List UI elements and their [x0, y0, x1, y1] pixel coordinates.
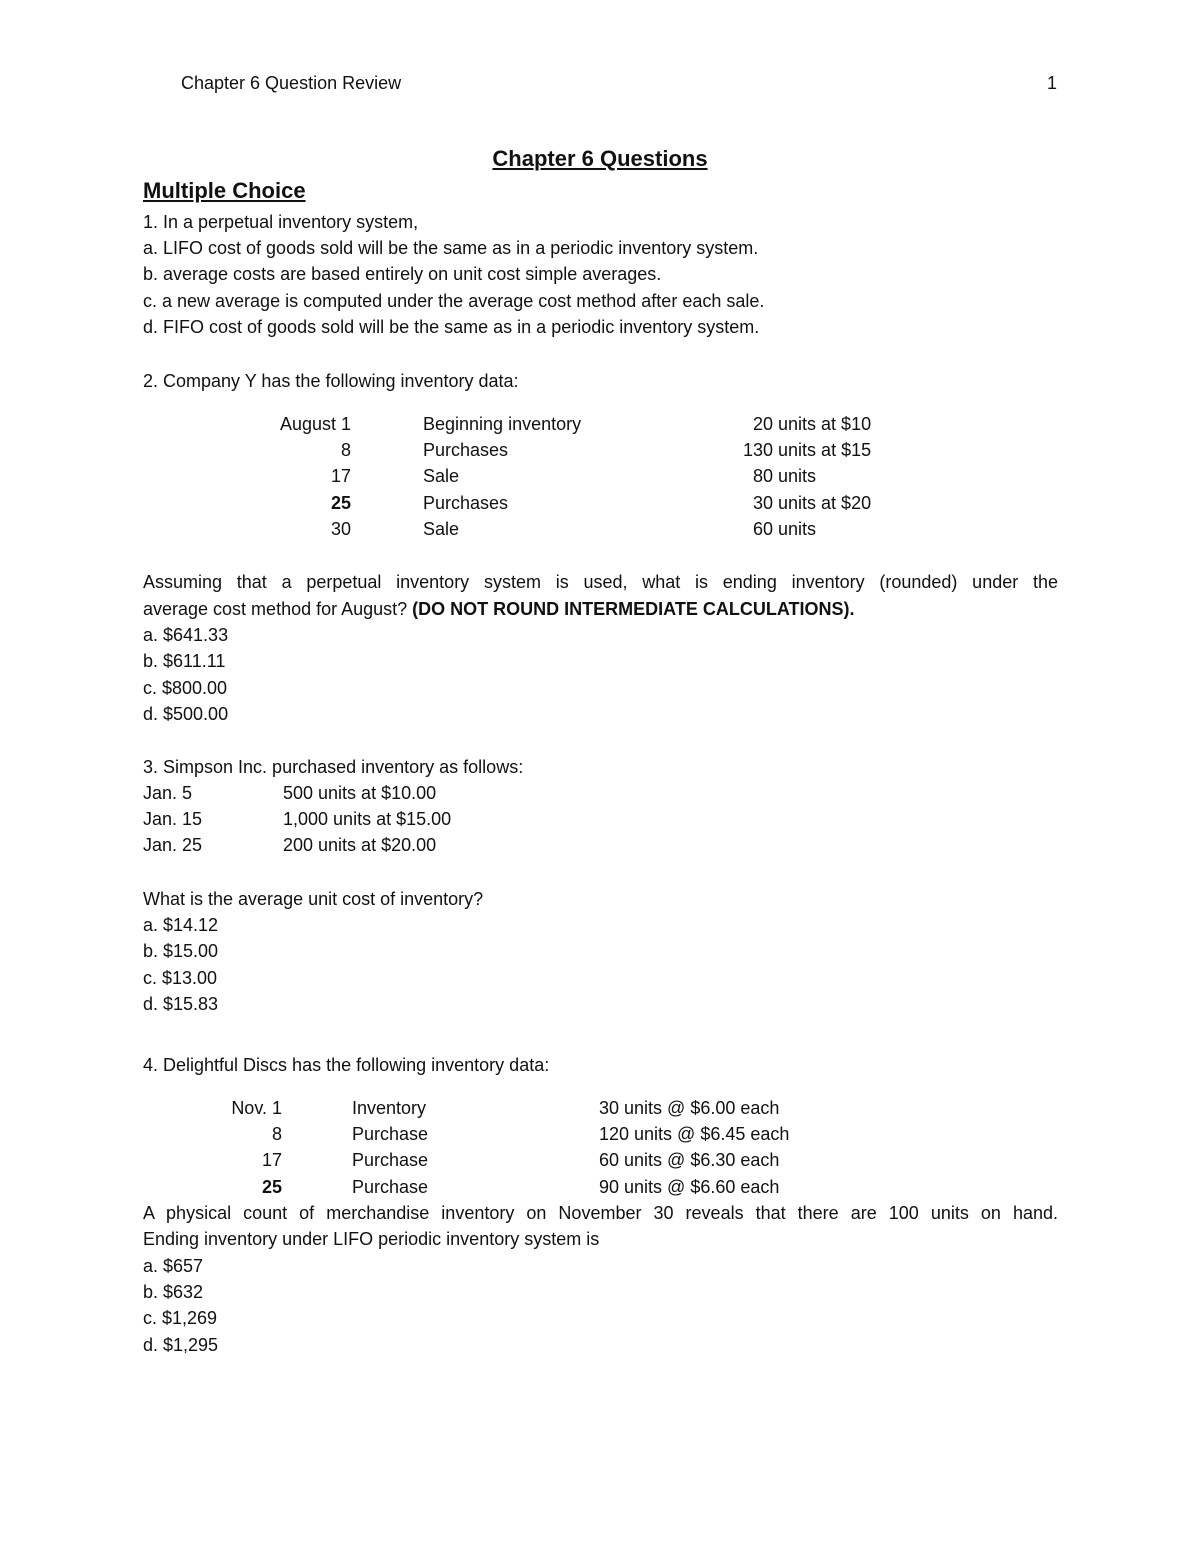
q3-option-c: c. $13.00	[143, 968, 218, 988]
q2-row-qty: 130 units at $15	[743, 440, 872, 460]
q4-row-qty: 60 units @ $6.30 each	[599, 1150, 780, 1170]
q4-option-d: d. $1,295	[143, 1335, 219, 1355]
q4-option-a: a. $657	[143, 1256, 204, 1276]
q4-row-desc: Purchase	[352, 1124, 429, 1144]
q2-question-instruction: (DO NOT ROUND INTERMEDIATE CALCULATIONS).	[412, 599, 855, 619]
q3-row-qty: 1,000 units at $15.00	[283, 809, 452, 829]
q4-row-date: 25	[261, 1177, 282, 1197]
q1-option-a: a. LIFO cost of goods sold will be the same as in a periodic inventory system.	[143, 238, 759, 258]
q3-row-date: Jan. 5	[143, 783, 193, 803]
running-header-title: Chapter 6 Question Review	[181, 73, 402, 93]
q3-question: What is the average unit cost of inventory?	[143, 889, 484, 909]
q1-option-b: b. average costs are based entirely on unit cost simple averages.	[143, 264, 662, 284]
q3-option-b: b. $15.00	[143, 941, 219, 961]
page-number: 1	[1047, 73, 1058, 93]
q2-row-qty: 80 units	[753, 466, 817, 486]
q2-row-qty: 20 units at $10	[753, 414, 872, 434]
q3-row-date: Jan. 15	[143, 809, 203, 829]
q2-option-d: d. $500.00	[143, 704, 229, 724]
q2-question-line-1: Assuming that a perpetual inventory system is used, what is ending inventory (rounded) under the	[143, 572, 1058, 592]
q3-option-a: a. $14.12	[143, 915, 219, 935]
q4-row-desc: Purchase	[352, 1150, 429, 1170]
q2-option-a: a. $641.33	[143, 625, 229, 645]
q3-row-date: Jan. 25	[143, 835, 203, 855]
q2-option-b: b. $611.11	[143, 651, 226, 671]
q4-option-b: b. $632	[143, 1282, 204, 1302]
q2-question-line-2	[143, 596, 854, 622]
q2-option-c: c. $800.00	[143, 678, 228, 698]
q2-stem: 2. Company Y has the following inventory data:	[143, 371, 519, 391]
q2-row-qty: 60 units	[753, 519, 817, 539]
q4-row-qty: 90 units @ $6.60 each	[599, 1177, 780, 1197]
q2-row-date: 30	[330, 519, 351, 539]
q2-row-desc: Sale	[423, 466, 460, 486]
q2-row-date: 17	[330, 466, 351, 486]
q4-row-date: Nov. 1	[231, 1098, 282, 1118]
q2-row-desc: Sale	[423, 519, 460, 539]
q1-stem: 1. In a perpetual inventory system,	[143, 212, 419, 232]
q4-row-desc: Inventory	[352, 1098, 427, 1118]
q3-row-qty: 200 units at $20.00	[283, 835, 437, 855]
q4-row-qty: 120 units @ $6.45 each	[599, 1124, 790, 1144]
q3-stem: 3. Simpson Inc. purchased inventory as follows:	[143, 757, 524, 777]
q2-row-desc: Purchases	[423, 440, 509, 460]
q3-row-qty: 500 units at $10.00	[283, 783, 437, 803]
q2-row-qty: 30 units at $20	[753, 493, 872, 513]
q1-option-d: d. FIFO cost of goods sold will be the same as in a periodic inventory system.	[143, 317, 760, 337]
q4-option-c: c. $1,269	[143, 1308, 218, 1328]
q3-option-d: d. $15.83	[143, 994, 219, 1014]
q4-row-date: 17	[261, 1150, 282, 1170]
q2-question-text: average cost method for August?	[143, 599, 413, 619]
q4-stem: 4. Delightful Discs has the following inventory data:	[143, 1055, 550, 1075]
q1-option-c: c. a new average is computed under the average cost method after each sale.	[143, 291, 765, 311]
q2-row-date: 8	[340, 440, 351, 460]
document-title: Chapter 6 Questions	[492, 146, 708, 171]
q4-question-line-1: A physical count of merchandise inventory on November 30 reveals that there are 100 units on hand.	[143, 1203, 1058, 1223]
q2-row-date: 25	[330, 493, 351, 513]
q4-question-line-2: Ending inventory under LIFO periodic inventory system is	[143, 1229, 600, 1249]
q4-row-qty: 30 units @ $6.00 each	[599, 1098, 780, 1118]
q2-row-date: August 1	[279, 414, 351, 434]
q2-row-desc: Purchases	[423, 493, 509, 513]
section-heading: Multiple Choice	[143, 178, 306, 203]
q4-row-desc: Purchase	[352, 1177, 429, 1197]
q2-row-desc: Beginning inventory	[423, 414, 582, 434]
q4-row-date: 8	[271, 1124, 282, 1144]
